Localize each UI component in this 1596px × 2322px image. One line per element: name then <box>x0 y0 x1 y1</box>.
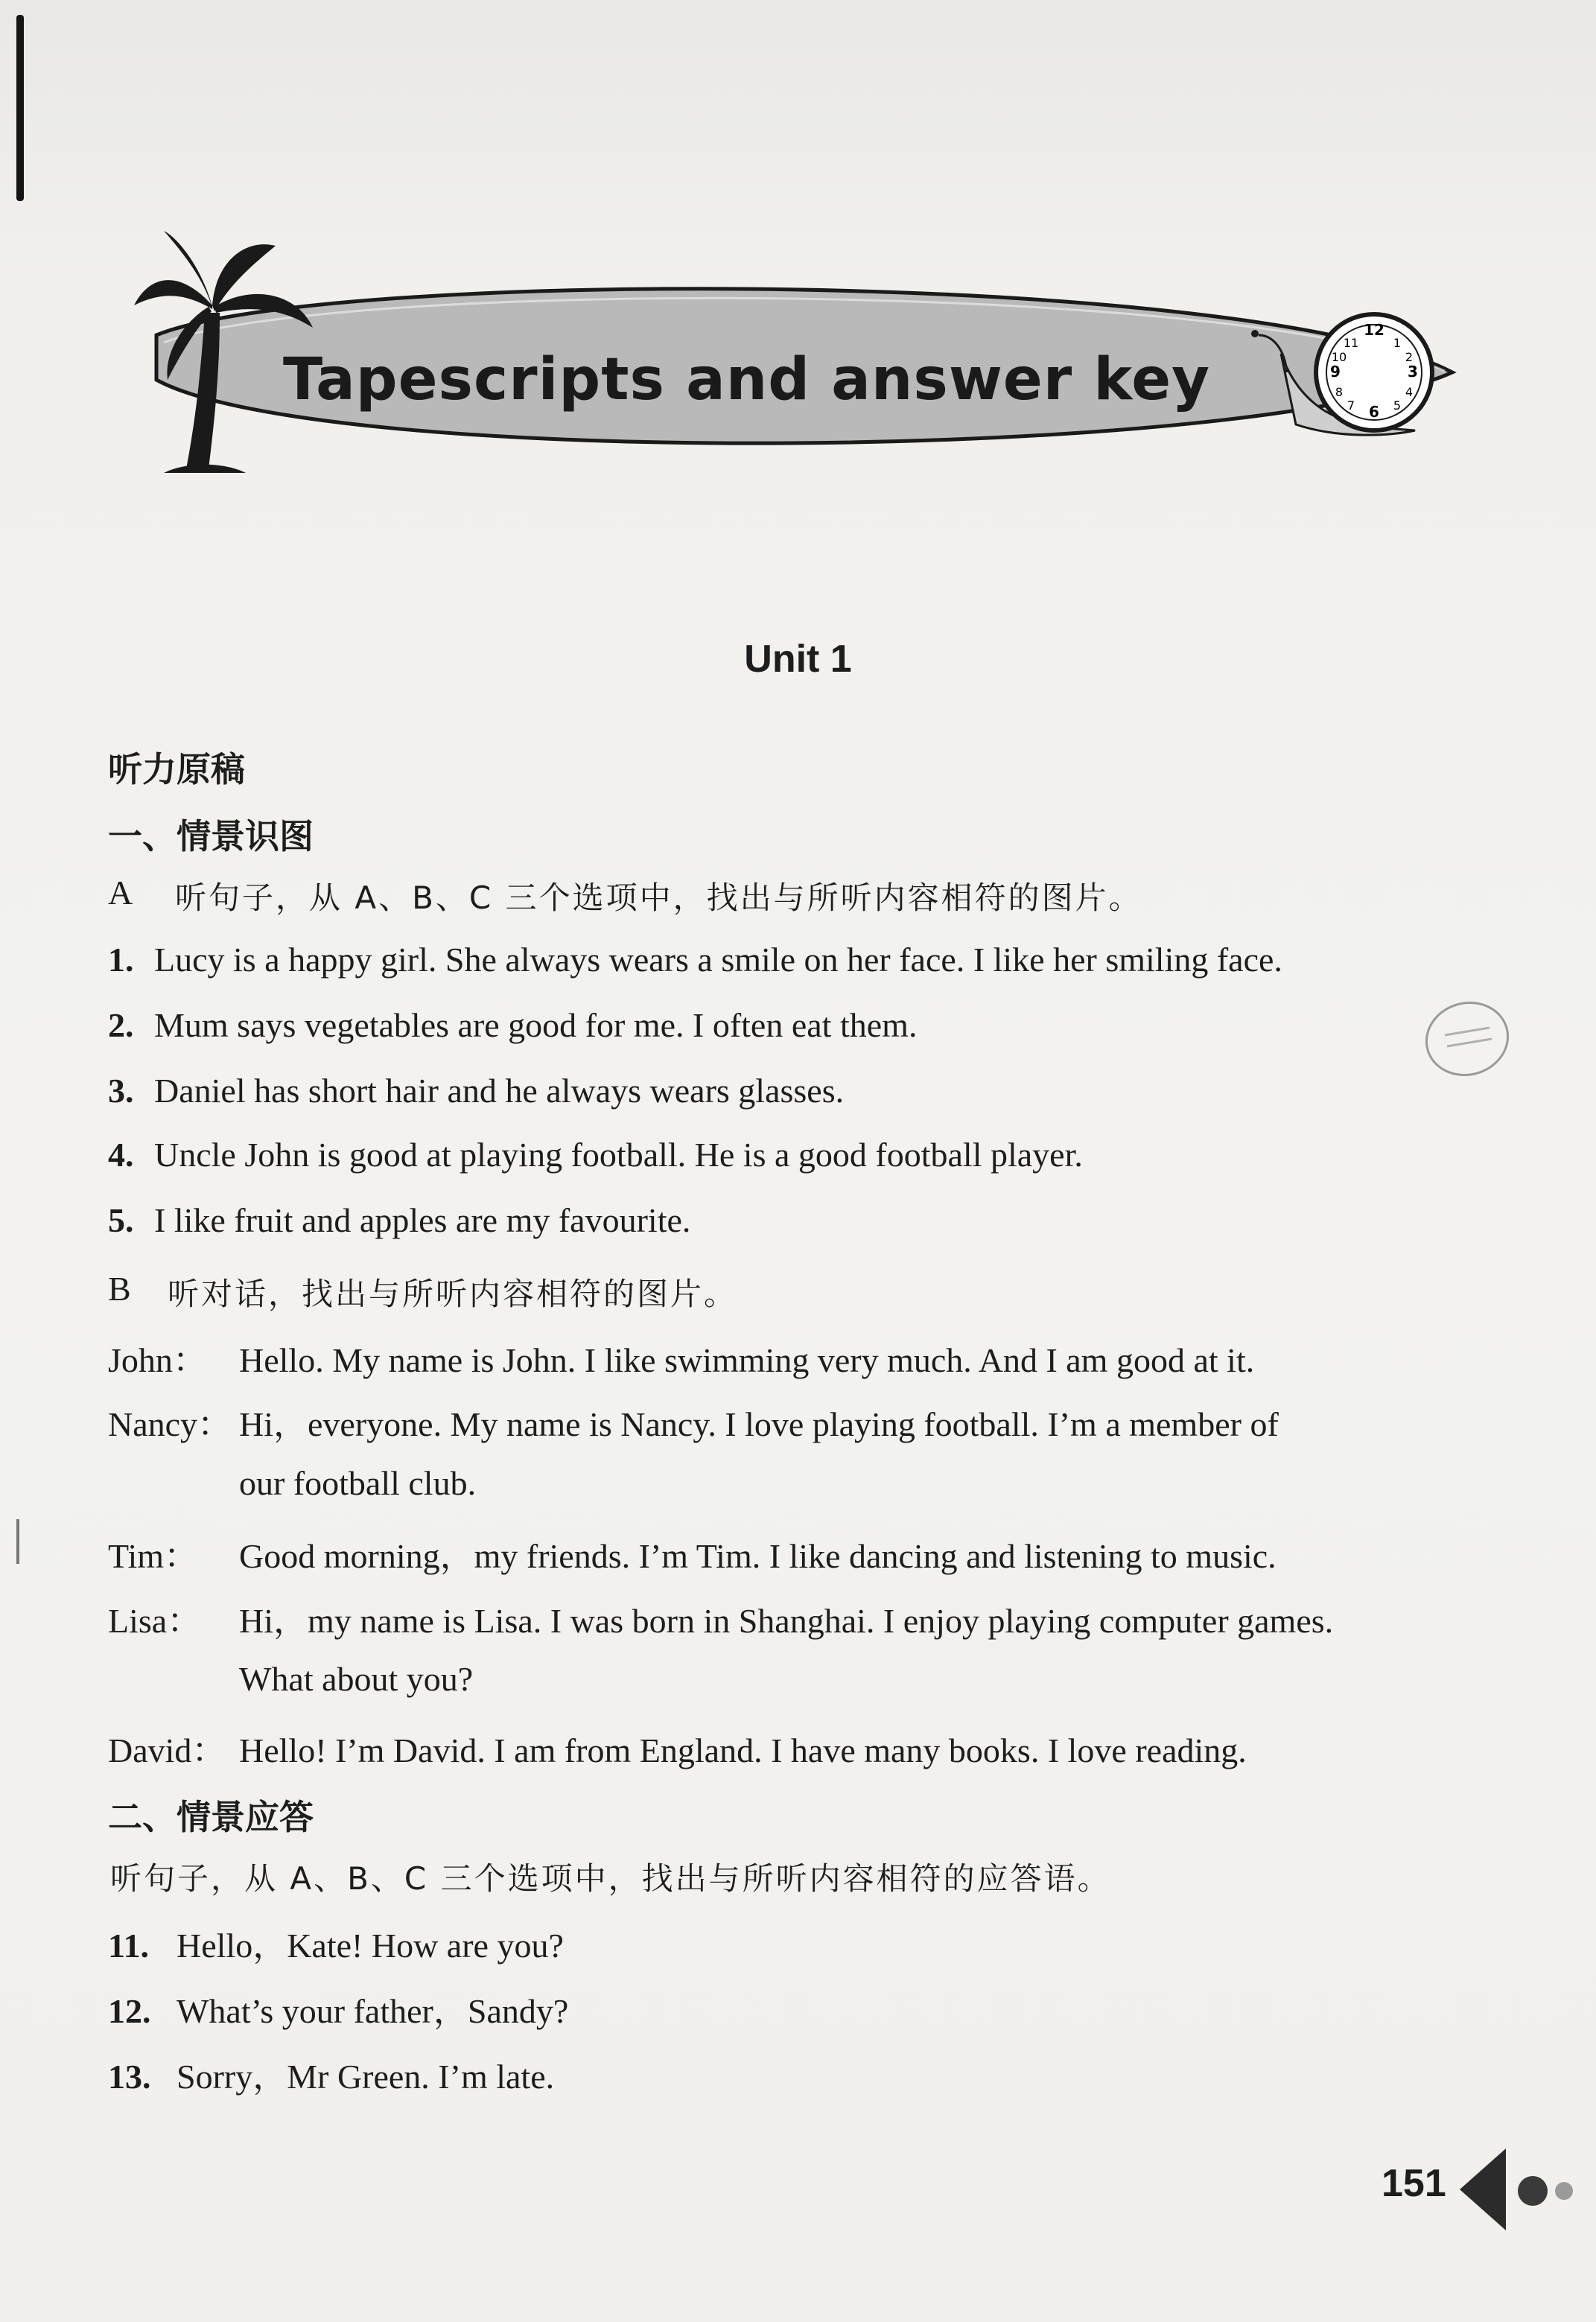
section1-heading: 一、情景识图 <box>108 816 314 856</box>
dialogue-line: David： Hello! I’m David. I am from England. I have many books. I love reading. <box>108 1731 1247 1769</box>
list-item: 5. I like fruit and apples are my favourite. <box>108 1201 691 1239</box>
list-item: 1. Lucy is a happy girl. She always wears a smile on her face. I like her smiling face. <box>108 941 1282 979</box>
stamp-mark <box>1419 994 1516 1084</box>
partA-instruction: 听句子，从 A、B、C 三个选项中，找出与所听内容相符的图片。 <box>175 880 1142 916</box>
svg-text:12: 12 <box>1364 321 1384 339</box>
list-item: 12. What’s your father，Sandy? <box>108 1992 569 2030</box>
binding-mark <box>16 1519 19 1564</box>
svg-text:1: 1 <box>1393 336 1402 350</box>
list-item: 13. Sorry，Mr Green. I’m late. <box>108 2058 555 2096</box>
svg-text:6: 6 <box>1369 403 1379 421</box>
svg-text:4: 4 <box>1405 385 1414 399</box>
svg-text:11: 11 <box>1343 336 1359 350</box>
section2-heading: 二、情景应答 <box>108 1797 314 1837</box>
partB-label: B <box>108 1270 131 1308</box>
svg-text:8: 8 <box>1335 385 1344 399</box>
listening-heading: 听力原稿 <box>108 749 245 789</box>
dialogue-line: Tim： Good morning，my friends. I’m Tim. I like dancing and listening to music. <box>108 1537 1277 1575</box>
section2-instruction: 听句子，从 A、B、C 三个选项中，找出与所听内容相符的应答语。 <box>110 1860 1111 1897</box>
svg-text:7: 7 <box>1347 398 1355 413</box>
list-item: 11. Hello，Kate! How are you? <box>108 1927 564 1965</box>
binding-mark <box>16 15 24 201</box>
list-item: 3. Daniel has short hair and he always wears glasses. <box>108 1072 845 1110</box>
svg-text:2: 2 <box>1405 350 1414 364</box>
svg-text:9: 9 <box>1330 363 1341 381</box>
dialogue-line: John： Hello. My name is John. I like swimming very much. And I am good at it. <box>108 1341 1255 1379</box>
dialogue-line: Nancy： Hi，everyone. My name is Nancy. I love playing football. I’m a member of <box>108 1405 1279 1443</box>
dialogue-line-cont: our football club. <box>239 1464 477 1502</box>
dialogue-line-cont: What about you? <box>239 1660 474 1698</box>
svg-text:10: 10 <box>1331 350 1347 364</box>
page-number: 151 <box>1382 2162 1446 2205</box>
list-item: 2. Mum says vegetables are good for me. I often eat them. <box>108 1006 918 1044</box>
page-arrow-icon <box>1460 2145 1594 2234</box>
title-banner <box>134 223 1475 492</box>
partB-instruction: 听对话，找出与所听内容相符的图片。 <box>168 1276 738 1312</box>
list-item: 4. Uncle John is good at playing football. He is a good football player. <box>108 1136 1083 1174</box>
dialogue-line: Lisa： Hi，my name is Lisa. I was born in Shanghai. I enjoy playing computer games. <box>108 1602 1334 1640</box>
unit-title: Unit 1 <box>744 637 852 681</box>
svg-text:5: 5 <box>1393 398 1402 413</box>
banner-title: Tapescripts and answer key <box>283 346 1210 413</box>
partA-label: A <box>108 874 133 912</box>
svg-text:3: 3 <box>1408 363 1418 381</box>
